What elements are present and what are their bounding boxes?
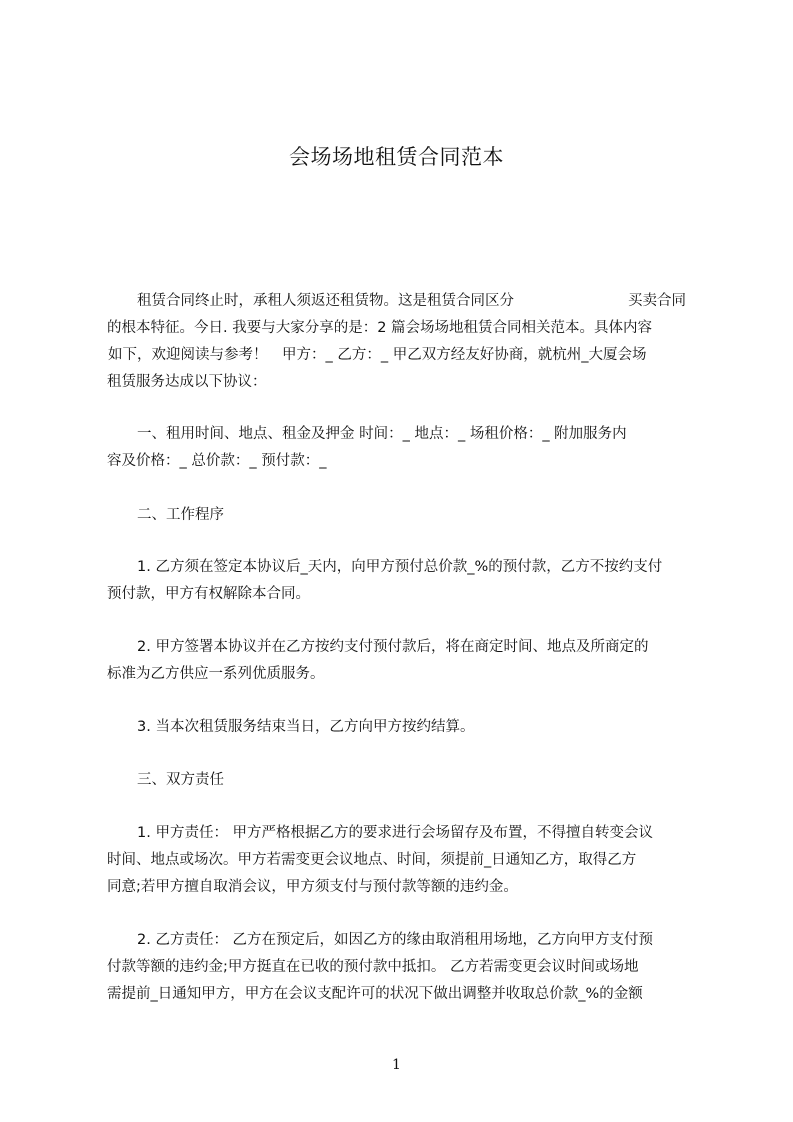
section2-item1-line-1: 1. 乙方须在签定本协议后_天内，向甲方预付总价款_%的预付款，乙方不按约支付 (137, 559, 663, 575)
section2-item2-line-2: 标准为乙方供应一系列优质服务。 (107, 666, 325, 682)
document-title: 会场场地租赁合同范本 (289, 145, 504, 169)
section1-line-1: 一、租用时间、地点、租金及押金 时间：_ 地点：_ 场租价格：_ 附加服务内 (137, 426, 627, 442)
section2-item3: 3. 当本次租赁服务结束当日，乙方向甲方按约结算。 (137, 719, 475, 735)
section3-item2-line-2: 付款等额的违约金;甲方挺直在已收的预付款中抵扣。 乙方若需变更会议时间或场地 (107, 959, 639, 975)
section3-item2-line-3: 需提前_日通知甲方，甲方在会议支配许可的状况下做出调整并收取总价款_%的金额 (107, 986, 643, 1002)
section2-item1-line-2: 预付款，甲方有权解除本合同。 (107, 586, 310, 602)
section1-line-2: 容及价格：_ 总价款：_ 预付款：_ (107, 453, 327, 469)
page-number: 1 (392, 1057, 401, 1073)
section2-item2-line-1: 2. 甲方签署本协议并在乙方按约支付预付款后，将在商定时间、地点及所商定的 (137, 639, 649, 655)
section3-item1-line-1: 1. 甲方责任： 甲方严格根据乙方的要求进行会场留存及布置，不得擅自转变会议 (137, 825, 654, 841)
intro-line-1-tail: 买卖合同 (628, 293, 686, 309)
intro-line-3: 如下，欢迎阅读与参考！ 甲方：_ 乙方：_ 甲乙双方经友好协商，就杭州_大厦会场 (108, 347, 647, 363)
section2-heading: 二、工作程序 (137, 507, 224, 523)
intro-line-4: 租赁服务达成以下协议： (107, 374, 267, 390)
section3-heading: 三、双方责任 (137, 772, 224, 788)
section3-item1-line-2: 时间、地点或场次。甲方若需变更会议地点、时间，须提前_日通知乙方，取得乙方 (107, 852, 637, 868)
intro-line-2: 的根本特征。今日. 我要与大家分享的是：2 篇会场场地租赁合同相关范本。具体内容 (107, 320, 653, 336)
section3-item2-line-1: 2. 乙方责任： 乙方在预定后，如因乙方的缘由取消租用场地，乙方向甲方支付预 (137, 932, 654, 948)
section3-item1-line-3: 同意;若甲方擅自取消会议，甲方须支付与预付款等额的违约金。 (107, 879, 518, 895)
intro-line-1: 租赁合同终止时，承租人须返还租赁物。这是租赁合同区分 (137, 293, 514, 309)
